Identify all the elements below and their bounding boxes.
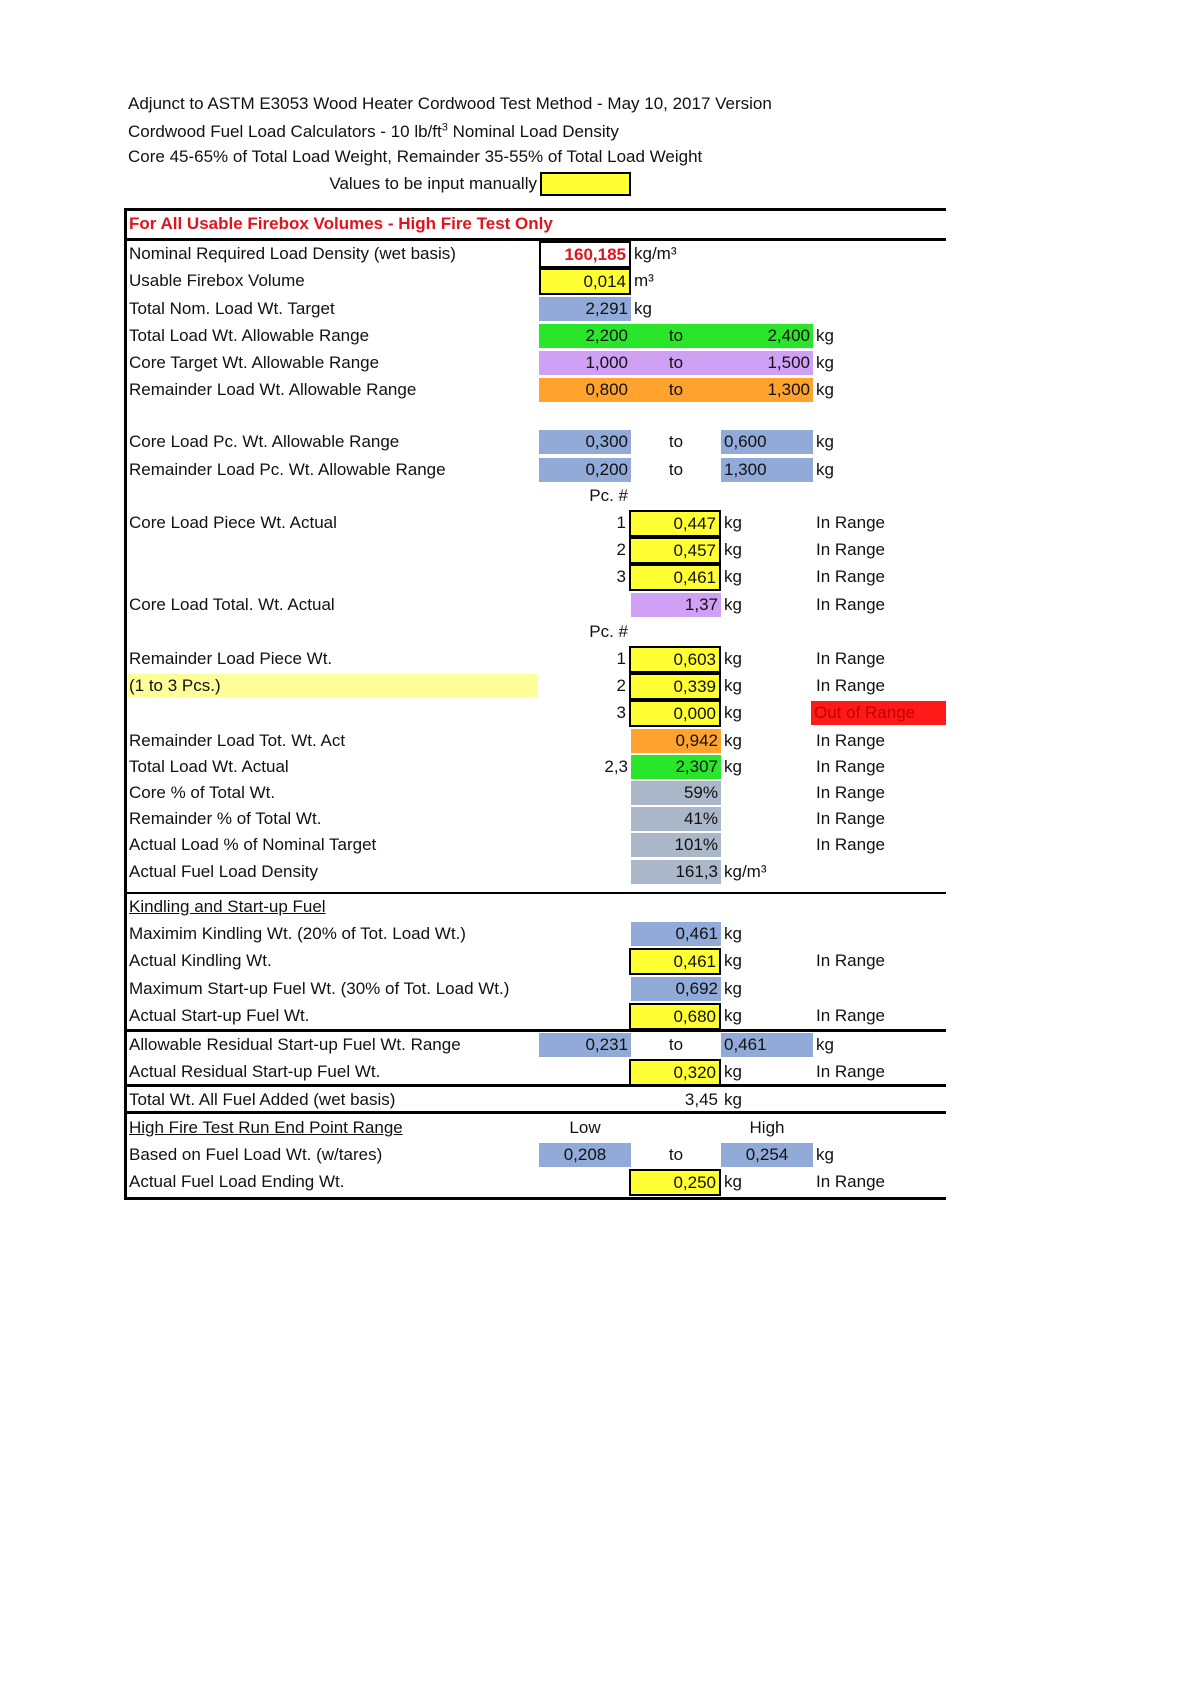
section-divider	[124, 238, 946, 241]
volume-unit: m³	[634, 271, 654, 290]
manual-input-label: Values to be input manually	[329, 174, 537, 193]
endpoint-high-header: High	[749, 1118, 785, 1137]
nom-target-label: Total Nom. Load Wt. Target	[129, 299, 335, 318]
core-pc-range-unit: kg	[816, 432, 834, 451]
actual-kindling-status: In Range	[816, 951, 885, 970]
max-kindling-label: Maximim Kindling Wt. (20% of Tot. Load Wt.)	[129, 924, 466, 943]
rem-pc-range-unit: kg	[816, 460, 834, 479]
rem-total-status: In Range	[816, 731, 885, 750]
residual-divider-bottom	[126, 1084, 946, 1087]
endpoint-min: 0,208	[539, 1143, 631, 1167]
core-piece-2-number: 2	[616, 540, 626, 559]
total-range-label: Total Load Wt. Allowable Range	[129, 326, 370, 345]
rem-piece-3-status: Out of Range	[811, 701, 946, 725]
core-total-status: In Range	[816, 595, 885, 614]
ending-wt-input[interactable]: 0,250	[629, 1169, 721, 1196]
nom-pct-status: In Range	[816, 835, 885, 854]
max-startup-label: Maximum Start-up Fuel Wt. (30% of Tot. Load Wt.)	[129, 979, 510, 998]
core-pc-header: Pc. #	[589, 486, 628, 505]
rem-pieces-note: (1 to 3 Pcs.)	[128, 674, 538, 698]
core-pieces-label: Core Load Piece Wt. Actual	[129, 513, 337, 532]
core-range-label: Core Target Wt. Allowable Range	[129, 353, 380, 372]
endpoint-based-label: Based on Fuel Load Wt. (w/tares)	[129, 1145, 383, 1164]
core-piece-2-unit: kg	[724, 540, 742, 559]
endpoint-max: 0,254	[721, 1143, 813, 1167]
rem-pc-header: Pc. #	[589, 622, 628, 641]
actual-kindling-unit: kg	[724, 951, 742, 970]
rem-pct-status: In Range	[816, 809, 885, 828]
section-title: For All Usable Firebox Volumes - High Fire Test Only	[129, 214, 553, 233]
core-range-unit: kg	[816, 353, 834, 372]
rem-piece-3-number: 3	[616, 703, 626, 722]
total-actual-status: In Range	[816, 757, 885, 776]
subtitle-exponent: 3	[441, 121, 448, 134]
core-piece-3-unit: kg	[724, 567, 742, 586]
core-piece-3-input[interactable]: 0,461	[629, 564, 721, 591]
total-actual-side: 2,3	[604, 757, 628, 776]
residual-range-min: 0,231	[539, 1033, 631, 1057]
endpoint-to: to	[668, 1145, 684, 1164]
residual-actual-status: In Range	[816, 1062, 885, 1081]
total-actual-label: Total Load Wt. Actual	[129, 757, 289, 776]
density-actual-unit: kg/m³	[724, 862, 767, 881]
rem-piece-1-unit: kg	[724, 649, 742, 668]
table-top-border	[124, 208, 946, 211]
rem-range-min: 0,800	[539, 378, 631, 402]
ending-wt-label: Actual Fuel Load Ending Wt.	[129, 1172, 345, 1191]
residual-divider-top	[126, 1029, 946, 1032]
core-piece-1-status: In Range	[816, 513, 885, 532]
rem-piece-1-status: In Range	[816, 649, 885, 668]
density-actual-label: Actual Fuel Load Density	[129, 862, 318, 881]
total-range-min: 2,200	[539, 324, 631, 348]
density-unit: kg/m³	[634, 244, 677, 263]
residual-actual-input[interactable]: 0,320	[629, 1059, 721, 1086]
rem-piece-2-unit: kg	[724, 676, 742, 695]
core-piece-1-unit: kg	[724, 513, 742, 532]
ending-wt-status: In Range	[816, 1172, 885, 1191]
subtitle-text: Cordwood Fuel Load Calculators - 10 lb/ft	[128, 122, 442, 141]
residual-range-unit: kg	[816, 1035, 834, 1054]
core-pct-value: 59%	[631, 781, 721, 805]
total-fuel-value: 3,45	[684, 1090, 718, 1109]
rem-piece-1-input[interactable]: 0,603	[629, 646, 721, 673]
core-pc-range-min: 0,300	[539, 430, 631, 454]
total-range-to: to	[631, 324, 721, 348]
table-bottom-border	[124, 1197, 946, 1200]
core-piece-3-status: In Range	[816, 567, 885, 586]
core-piece-2-input[interactable]: 0,457	[629, 537, 721, 564]
ending-wt-unit: kg	[724, 1172, 742, 1191]
core-pc-range-max: 0,600	[721, 430, 813, 454]
core-total-value: 1,37	[631, 593, 721, 617]
rem-range-to: to	[631, 378, 721, 402]
core-piece-1-input[interactable]: 0,447	[629, 510, 721, 537]
rem-pc-range-min: 0,200	[539, 458, 631, 482]
core-pct-status: In Range	[816, 783, 885, 802]
doc-subtitle	[128, 122, 619, 142]
max-kindling-value: 0,461	[631, 922, 721, 946]
rem-range-label: Remainder Load Wt. Allowable Range	[129, 380, 417, 399]
total-range-unit: kg	[816, 326, 834, 345]
rem-piece-2-number: 2	[616, 676, 626, 695]
max-startup-value: 0,692	[631, 977, 721, 1001]
core-pc-range-label: Core Load Pc. Wt. Allowable Range	[129, 432, 400, 451]
core-range-to: to	[631, 351, 721, 375]
actual-kindling-label: Actual Kindling Wt.	[129, 951, 272, 970]
rem-range-unit: kg	[816, 380, 834, 399]
residual-actual-label: Actual Residual Start-up Fuel Wt.	[129, 1062, 381, 1081]
actual-startup-label: Actual Start-up Fuel Wt.	[129, 1006, 310, 1025]
rem-pc-range-to: to	[668, 460, 684, 479]
actual-startup-input[interactable]: 0,680	[629, 1003, 721, 1030]
rem-pct-label: Remainder % of Total Wt.	[129, 809, 322, 828]
rem-total-unit: kg	[724, 731, 742, 750]
density-actual-value: 161,3	[631, 860, 721, 884]
residual-range-max: 0,461	[721, 1033, 813, 1057]
density-label: Nominal Required Load Density (wet basis)	[129, 244, 456, 263]
actual-startup-unit: kg	[724, 1006, 742, 1025]
core-piece-2-status: In Range	[816, 540, 885, 559]
max-kindling-unit: kg	[724, 924, 742, 943]
rem-total-label: Remainder Load Tot. Wt. Act	[129, 731, 346, 750]
total-range-max: 2,400	[721, 324, 813, 348]
table-left-border	[124, 208, 127, 1200]
nom-pct-label: Actual Load % of Nominal Target	[129, 835, 377, 854]
doc-title: Adjunct to ASTM E3053 Wood Heater Cordwood Test Method - May 10, 2017 Version	[128, 94, 772, 113]
nom-target-unit: kg	[634, 299, 652, 318]
residual-range-to: to	[668, 1035, 684, 1054]
residual-actual-unit: kg	[724, 1062, 742, 1081]
rem-total-value: 0,942	[631, 729, 721, 753]
rem-piece-1-number: 1	[616, 649, 626, 668]
rem-piece-3-input[interactable]: 0,000	[629, 700, 721, 727]
core-total-unit: kg	[724, 595, 742, 614]
nom-target-value: 2,291	[539, 297, 631, 321]
core-pct-label: Core % of Total Wt.	[129, 783, 276, 802]
rem-pc-range-max: 1,300	[721, 458, 813, 482]
density-value[interactable]: 160,185	[539, 241, 631, 268]
doc-core-note: Core 45-65% of Total Load Weight, Remainder 35-55% of Total Load Weight	[128, 147, 703, 166]
rem-piece-3-unit: kg	[724, 703, 742, 722]
total-fuel-label: Total Wt. All Fuel Added (wet basis)	[129, 1090, 396, 1109]
actual-kindling-input[interactable]: 0,461	[629, 948, 721, 975]
kindling-title: Kindling and Start-up Fuel	[129, 897, 326, 916]
rem-pieces-label: Remainder Load Piece Wt.	[129, 649, 333, 668]
rem-pc-range-label: Remainder Load Pc. Wt. Allowable Range	[129, 460, 446, 479]
volume-label: Usable Firebox Volume	[129, 271, 305, 290]
rem-piece-2-status: In Range	[816, 676, 885, 695]
total-actual-value: 2,307	[631, 755, 721, 779]
core-piece-1-number: 1	[616, 513, 626, 532]
max-startup-unit: kg	[724, 979, 742, 998]
rem-piece-2-input[interactable]: 0,339	[629, 673, 721, 700]
core-range-max: 1,500	[721, 351, 813, 375]
total-fuel-unit: kg	[724, 1090, 742, 1109]
actual-startup-status: In Range	[816, 1006, 885, 1025]
kindling-divider	[126, 892, 946, 894]
subtitle-text-end: Nominal Load Density	[447, 122, 619, 141]
manual-input-swatch	[540, 172, 631, 196]
volume-input[interactable]: 0,014	[539, 268, 631, 295]
residual-range-label: Allowable Residual Start-up Fuel Wt. Range	[129, 1035, 461, 1054]
nom-pct-value: 101%	[631, 833, 721, 857]
core-pc-range-to: to	[668, 432, 684, 451]
core-piece-3-number: 3	[616, 567, 626, 586]
endpoint-low-header: Low	[569, 1118, 601, 1137]
core-range-min: 1,000	[539, 351, 631, 375]
rem-pct-value: 41%	[631, 807, 721, 831]
core-total-label: Core Load Total. Wt. Actual	[129, 595, 335, 614]
total-actual-unit: kg	[724, 757, 742, 776]
endpoint-title: High Fire Test Run End Point Range	[129, 1118, 403, 1137]
rem-range-max: 1,300	[721, 378, 813, 402]
endpoint-unit: kg	[816, 1145, 834, 1164]
